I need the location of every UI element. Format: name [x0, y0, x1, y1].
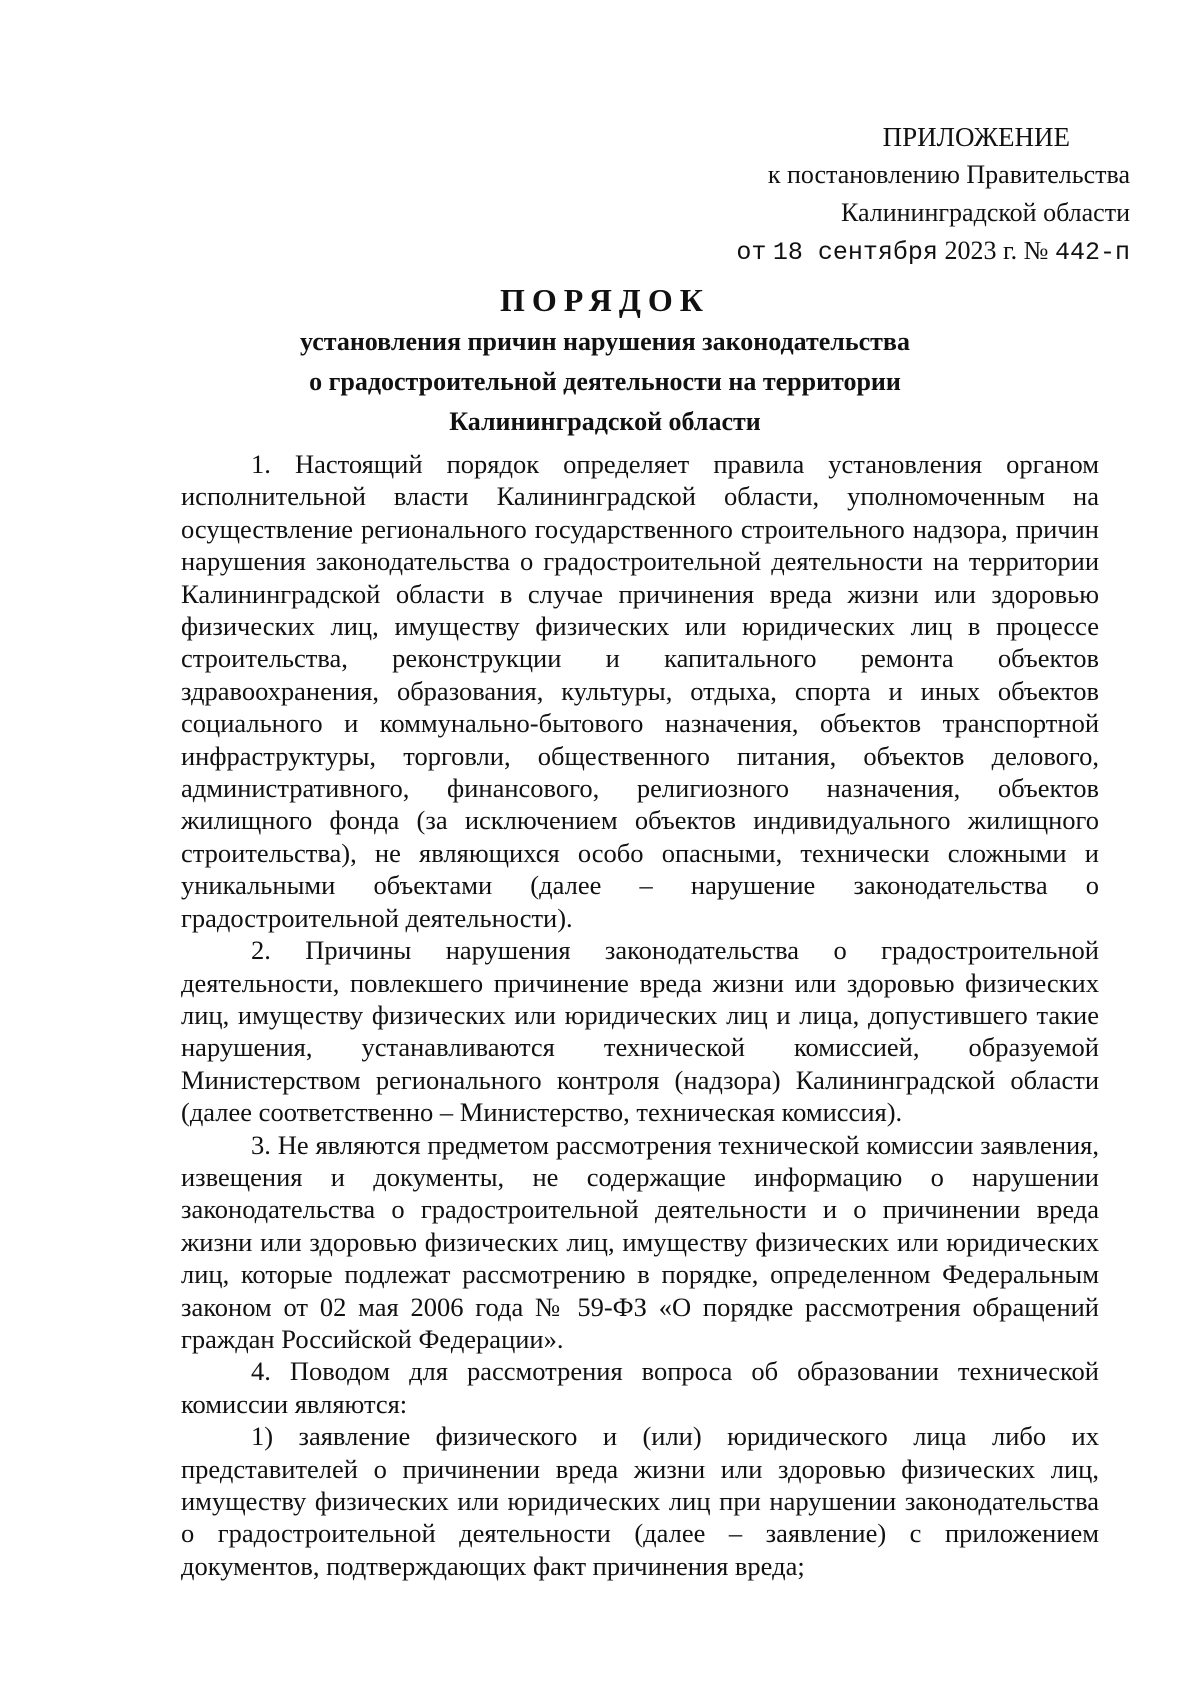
document-title	[150, 280, 1060, 440]
title-main: ПОРЯДОК	[500, 282, 710, 318]
paragraph-4: 4. Поводом для рассмотрения вопроса об образовании технической комиссии являются:	[181, 1356, 1099, 1419]
number-value: 442-п	[1054, 238, 1130, 267]
appendix-title: ПРИЛОЖЕНИЕ	[882, 122, 1070, 152]
paragraph-4-item-1: 1) заявление физического и (или) юридического лица либо их представителей о причинении вреда жизни или здоровью физических лиц, имуществу физических или юридических лиц при нарушении законодательства о градостроительной деятельности (далее – заявление) с приложением документов, подтверждающих факт причинения вреда;	[181, 1421, 1099, 1581]
title-sub-line-1: установления причин нарушения законодательства	[300, 327, 910, 356]
number-sign: №	[1023, 236, 1049, 265]
appendix-header	[610, 118, 1130, 272]
title-sub-line-3: Калининградской области	[449, 407, 761, 436]
date-value: 18 сентября	[772, 238, 938, 267]
appendix-line-2: Калининградской области	[840, 198, 1130, 227]
paragraph-1: 1. Настоящий порядок определяет правила установления органом исполнительной власти Калининградской области, уполномоченным на осуществление регионального государственного строительного надзора, причин нарушения законодательства о градостроительной деятельности на территории Калининградской области в случае причинения вреда жизни или здоровью физических лиц, имуществу физических или юридических лиц в процессе строительства, реконструкции и капитального ремонта объектов здравоохранения, образования, культуры, отдыха, спорта и иных объектов социального и коммунально-бытового назначения, объектов транспортной инфраструктуры, торговли, общественного питания, объектов делового, административного, финансового, религиозного назначения, объектов жилищного фонда (за исключением объектов индивидуального жилищного строительства), не являющихся особо опасными, технически сложными и уникальными объектами (далее – нарушение законодательства о градостроительной деятельности).	[181, 449, 1099, 933]
date-year: 2023 г.	[944, 236, 1018, 265]
appendix-date-line	[610, 232, 1130, 272]
date-prefix: от	[736, 238, 767, 267]
paragraph-3: 3. Не являются предметом рассмотрения технической комиссии заявления, извещения и документы, не содержащие информацию о нарушении законодательства о градостроительной деятельности и о причинении вреда жизни или здоровью физических лиц, имуществу физических или юридических лиц, которые подлежат рассмотрению в порядке, определенном Федеральным законом от 02 мая 2006 года № 59-ФЗ «О порядке рассмотрения обращений граждан Российской Федерации».	[181, 1129, 1099, 1354]
paragraph-2: 2. Причины нарушения законодательства о градостроительной деятельности, повлекшего причинение вреда жизни или здоровью физических лиц, имуществу физических или юридических лиц и лица, допустившего такие нарушения, устанавливаются технической комиссией, образуемой Министерством регионального контроля (надзора) Калининградской области (далее соответственно – Министерство, техническая комиссия).	[181, 935, 1099, 1128]
appendix-line-1: к постановлению Правительства	[767, 160, 1130, 189]
title-sub-line-2: о градостроительной деятельности на территории	[309, 367, 901, 396]
document-body	[181, 448, 1099, 1582]
